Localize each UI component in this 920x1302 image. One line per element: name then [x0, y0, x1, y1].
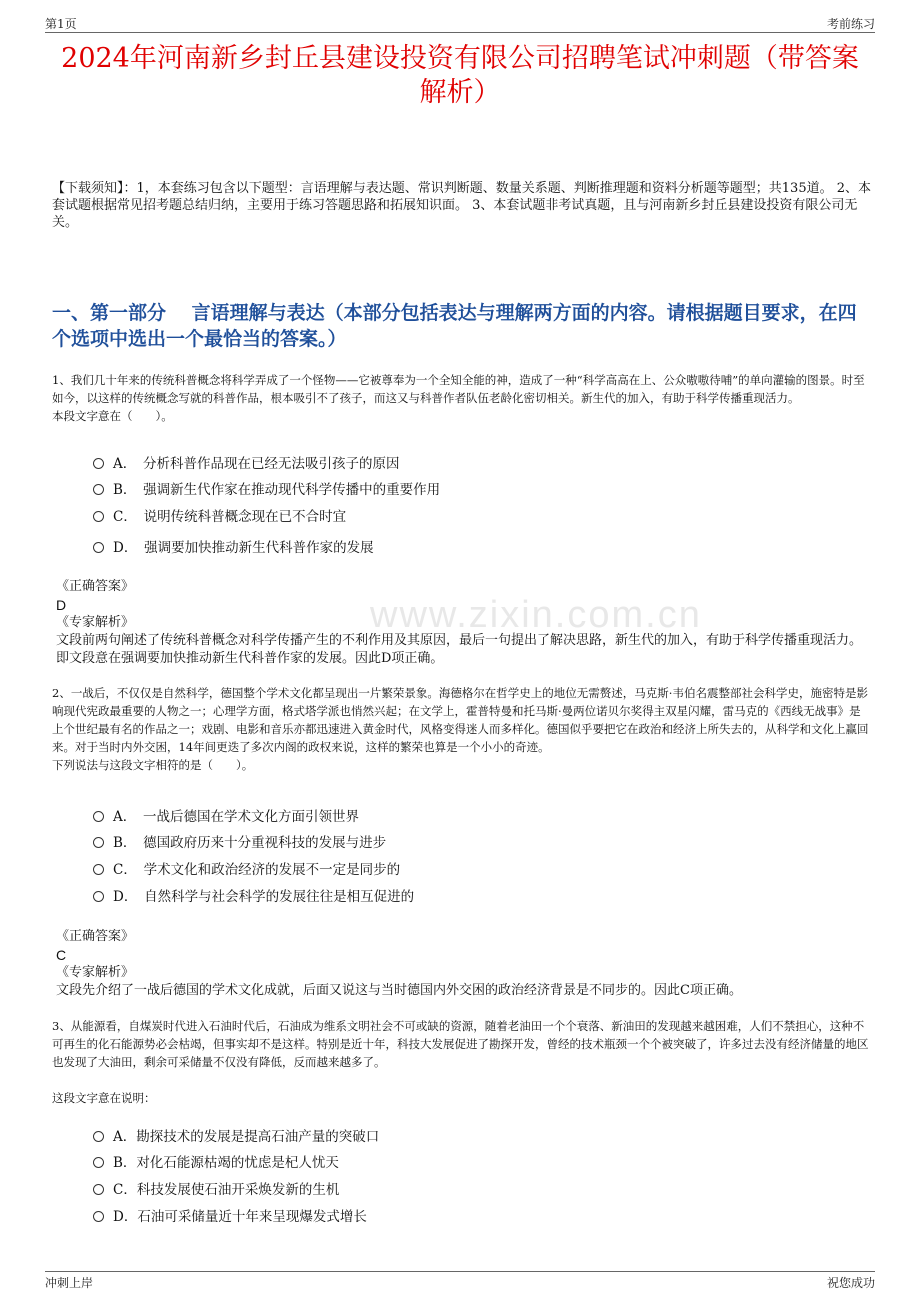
option-d[interactable]: D． 自然科学与社会科学的发展往往是相互促进的: [93, 885, 414, 905]
question-prompt: 这段文字意在说明：: [52, 1091, 156, 1105]
radio-icon[interactable]: [93, 542, 104, 553]
download-notice: 【下载须知】：1，本套练习包含以下题型：言语理解与表达题、常识判断题、数量关系题、判断推理题和资料分析题等题型；共135道。 2、本套试题根据常见招考题总结归纳，主要用于练习答题思路和拓展知识面。 3、本套试题非考试真题，且与河南新乡封丘县建设投资有限公司无关。: [52, 181, 871, 230]
document-title: 2024年河南新乡封丘县建设投资有限公司招聘笔试冲刺题（带答案解析）: [61, 43, 859, 108]
question-stem: 1、我们几十年来的传统科普概念将科学弄成了一个怪物——它被尊奉为一个全知全能的神，造成了一种“科学高高在上、公众嗷嗷待哺”的单向灌输的图景。时至如今，以这样的传统概念写就的科普作品，根本吸引不了孩子，而这又与科普作者队伍老龄化密切相关。新生代的加入，有助于科学传播重现活力。: [52, 373, 865, 405]
question-prompt: 下列说法与这段文字相符的是（ ）。: [52, 758, 254, 772]
analysis-text: 文段先介绍了一战后德国的学术文化成就，后面又说这与当时德国内外交困的政治经济背景是不同步的。因此C项正确。: [56, 983, 742, 998]
footer-right: 祝您成功: [826, 1276, 875, 1290]
page-number: 第1页: [45, 17, 77, 31]
radio-icon[interactable]: [93, 891, 104, 902]
answer-value: D: [56, 597, 67, 613]
question-1: [52, 371, 870, 425]
option-b[interactable]: B． 强调新生代作家在推动现代科学传播中的重要作用: [93, 478, 440, 498]
answer-label: 《正确答案》: [56, 579, 135, 594]
option-a[interactable]: A． 分析科普作品现在已经无法吸引孩子的原因: [93, 452, 400, 472]
footer-left: 冲刺上岸: [45, 1276, 94, 1290]
page-footer: [45, 1271, 875, 1294]
page-header: [45, 12, 875, 33]
radio-icon[interactable]: [93, 1157, 104, 1168]
question-3-prompt: [52, 1089, 870, 1107]
radio-icon[interactable]: [93, 1184, 104, 1195]
option-d[interactable]: D． 强调要加快推动新生代科普作家的发展: [93, 536, 374, 556]
radio-icon[interactable]: [93, 458, 104, 469]
analysis-label: 《专家解析》: [56, 965, 135, 980]
radio-icon[interactable]: [93, 811, 104, 822]
option-b[interactable]: B． 德国政府历来十分重视科技的发展与进步: [93, 831, 386, 851]
question-stem: 3、从能源看，自煤炭时代进入石油时代后，石油成为维系文明社会不可或缺的资源，随着老油田一个个衰落、新油田的发现越来越困难，人们不禁担心，这种不可再生的化石能源势必会枯竭，但事实却不是这样。特别是近十年，科技大发展促进了勘探开发，曾经的技术瓶颈一个个被突破了，许多过去没有经济储量的地区也发现了大油田，剩余可采储量不仅没有降低，反而越来越多了。: [52, 1019, 869, 1069]
answer-value: C: [56, 947, 67, 963]
answer-block-1: [56, 578, 872, 668]
option-c[interactable]: C．科技发展使石油开采焕发新的生机: [93, 1178, 339, 1198]
watermark: www.zixin.com.cn: [370, 594, 702, 636]
option-a[interactable]: A． 一战后德国在学术文化方面引领世界: [93, 805, 359, 825]
radio-icon[interactable]: [93, 1131, 104, 1142]
option-a[interactable]: A．勘探技术的发展是提高石油产量的突破口: [93, 1125, 379, 1145]
radio-icon[interactable]: [93, 864, 104, 875]
option-c[interactable]: C． 学术文化和政治经济的发展不一定是同步的: [93, 858, 400, 878]
header-label: 考前练习: [826, 17, 875, 31]
radio-icon[interactable]: [93, 1211, 104, 1222]
question-2: [52, 684, 870, 774]
section-title: 一、第一部分 言语理解与表达（本部分包括表达与理解两方面的内容。请根据题目要求，在四个选项中选出一个最恰当的答案。）: [52, 302, 857, 350]
option-d[interactable]: D．石油可采储量近十年来呈现爆发式增长: [93, 1205, 367, 1225]
radio-icon[interactable]: [93, 511, 104, 522]
radio-icon[interactable]: [93, 837, 104, 848]
answer-block-2: [56, 928, 872, 1000]
question-prompt: 本段文字意在（ ）。: [52, 409, 173, 423]
question-3: [52, 1017, 870, 1071]
option-c[interactable]: C． 说明传统科普概念现在已不合时宜: [93, 505, 346, 525]
option-b[interactable]: B．对化石能源枯竭的忧虑是杞人忧天: [93, 1151, 339, 1171]
answer-label: 《正确答案》: [56, 929, 135, 944]
analysis-label: 《专家解析》: [56, 615, 135, 630]
radio-icon[interactable]: [93, 484, 104, 495]
analysis-text: 文段前两句阐述了传统科普概念对科学传播产生的不利作用及其原因，最后一句提出了解决思路，新生代的加入，有助于科学传播重现活力。即文段意在强调要加快推动新生代科普作家的发展。因此D项正确。: [56, 633, 863, 666]
question-stem: 2、一战后，不仅仅是自然科学，德国整个学术文化都呈现出一片繁荣景象。海德格尔在哲学史上的地位无需赘述，马克斯·韦伯名震整部社会科学史，施密特是影响现代宪政最重要的人物之一；心理学方面，格式塔学派也悄然兴起；在文学上，霍普特曼和托马斯·曼两位诺贝尔奖得主双星闪耀，雷马克的《西线无战事》是上个世纪最有名的作品之一；戏剧、电影和音乐亦都迅速进入黄金时代，风格变得迷人而多样化。德国似乎要把它在政治和经济上所失去的，从科学和文化上赢回来。对于当时内外交困，14年间更迭了多次内阁的政权来说，这样的繁荣也算是一个小小的奇迹。: [52, 686, 869, 754]
